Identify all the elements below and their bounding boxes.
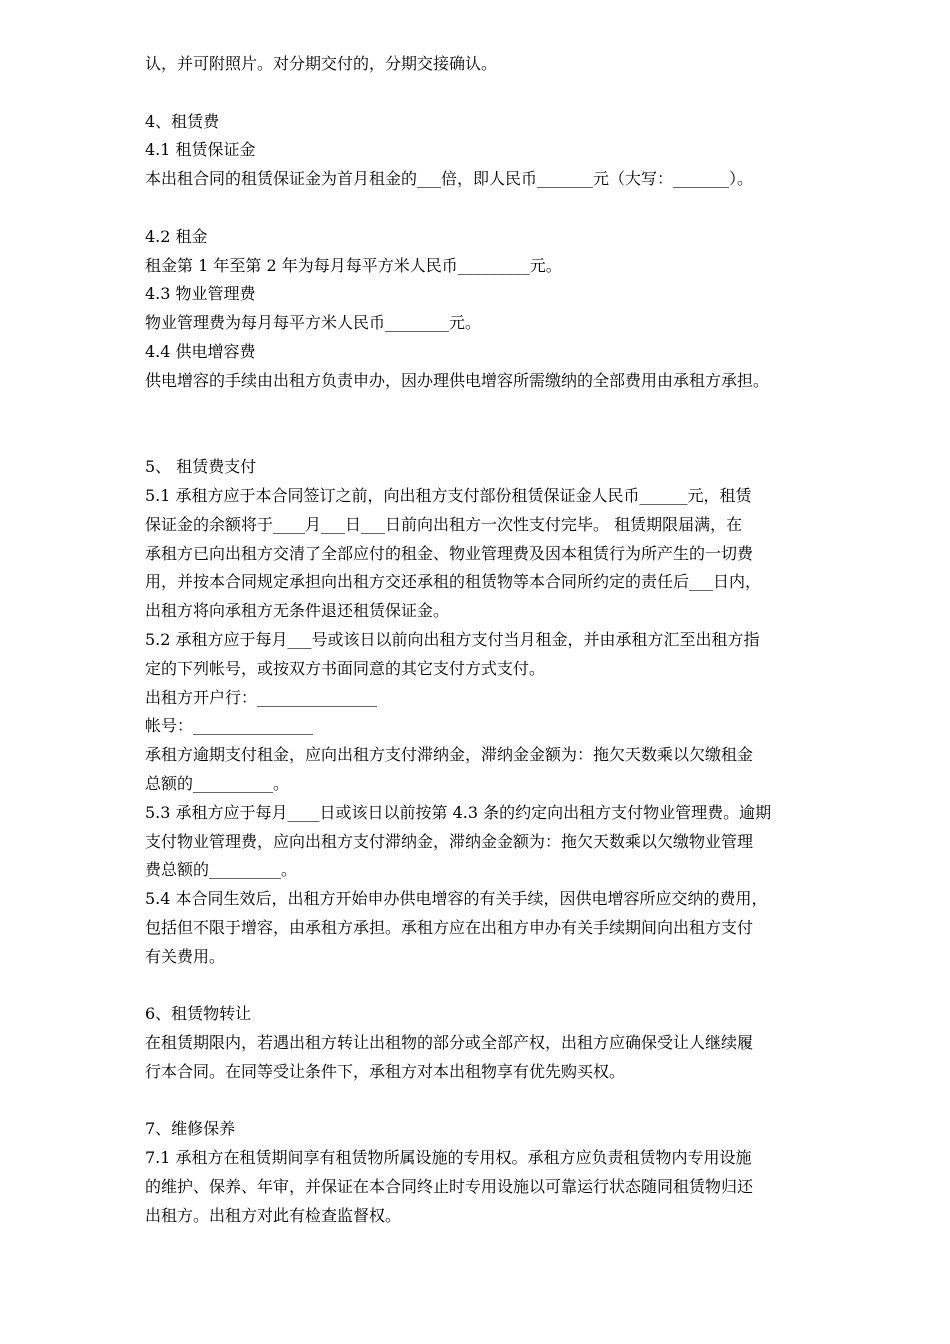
text-line: 物业管理费为每月每平方米人民币________元。	[145, 313, 482, 333]
account-field-line: 帐号：_______________	[145, 716, 314, 736]
text-line: 5.2 承租方应于每月___号或该日以前向出租方支付当月租金，并由承租方汇至出租方指	[145, 629, 760, 649]
text-line: 出租方。出租方对此有检查监督权。	[145, 1205, 402, 1225]
section-heading: 4、租赁费	[145, 111, 220, 131]
text-line: 定的下列帐号，或按双方书面同意的其它支付方式支付。	[145, 658, 546, 678]
document-page	[145, 50, 895, 1231]
text-line: 出租方将向承租方无条件退还租赁保证金。	[145, 601, 450, 621]
section-heading: 6、租赁物转让	[145, 1004, 252, 1024]
bank-field-line: 出租方开户行：_______________	[145, 687, 378, 707]
text-line: 承租方已向出租方交清了全部应付的租金、物业管理费及因本租赁行为所产生的一切费	[145, 543, 754, 563]
subsection-heading: 4.4 供电增容费	[145, 341, 256, 361]
text-line: 的维护、保养、年审，并保证在本合同终止时专用设施以可靠运行状态随同租赁物归还	[145, 1177, 754, 1197]
section-heading: 5、 租赁费支付	[145, 457, 257, 477]
text-line: 包括但不限于增容，由承租方承担。承租方应在出租方申办有关手续期间向出租方支付	[145, 917, 754, 937]
blank-line	[145, 972, 895, 1001]
text-line: 有关费用。	[145, 946, 226, 966]
text-line: 行本合同。在同等受让条件下，承租方对本出租物享有优先购买权。	[145, 1061, 626, 1081]
text-line: 5.3 承租方应于每月____日或该日以前按第 4.3 条的约定向出租方支付物业管理费。逾期	[145, 802, 772, 822]
blank-line	[145, 1087, 895, 1116]
blank-line	[145, 79, 895, 108]
text-line: 本出租合同的租赁保证金为首月租金的___倍，即人民币_______元（大写：_______）。	[145, 169, 754, 189]
blank-line	[145, 424, 895, 453]
text-line: 承租方逾期支付租金，应向出租方支付滞纳金，滞纳金金额为：拖欠天数乘以欠缴租金	[145, 745, 754, 765]
text-line: 5.4 本合同生效后，出租方开始申办供电增容的有关手续，因供电增容所应交纳的费用，	[145, 889, 768, 909]
text-line: 租金第 1 年至第 2 年为每月每平方米人民币_________元。	[145, 255, 562, 275]
subsection-heading: 4.2 租金	[145, 226, 208, 246]
subsection-heading: 4.1 租赁保证金	[145, 140, 256, 160]
text-line: 供电增容的手续由出租方负责申办，因办理供电增容所需缴纳的全部费用由承租方承担。	[145, 370, 770, 390]
text-line: 5.1 承租方应于本合同签订之前，向出租方支付部份租赁保证金人民币______元，租赁	[145, 485, 752, 505]
text-line: 费总额的_________。	[145, 860, 298, 880]
text-line: 用，并按本合同规定承担向出租方交还承租的租赁物等本合同所约定的责任后___日内，	[145, 572, 762, 592]
text-line: 支付物业管理费，应向出租方支付滞纳金，滞纳金金额为：拖欠天数乘以欠缴物业管理	[145, 831, 754, 851]
blank-line	[145, 194, 895, 223]
text-line: 在租赁期限内，若遇出租方转让出租物的部分或全部产权，出租方应确保受让人继续履	[145, 1033, 754, 1053]
section-heading: 7、维修保养	[145, 1119, 236, 1139]
text-line: 总额的__________。	[145, 773, 290, 793]
text-line: 保证金的余额将于____月___日___日前向出租方一次性支付完毕。 租赁期限届满，在	[145, 514, 743, 534]
subsection-heading: 4.3 物业管理费	[145, 284, 256, 304]
blank-line	[145, 396, 895, 425]
text-line: 7.1 承租方在租赁期间享有租赁物所属设施的专用权。承租方应负责租赁物内专用设施	[145, 1148, 752, 1168]
text-line: 认，并可附照片。对分期交付的，分期交接确认。	[145, 54, 498, 73]
